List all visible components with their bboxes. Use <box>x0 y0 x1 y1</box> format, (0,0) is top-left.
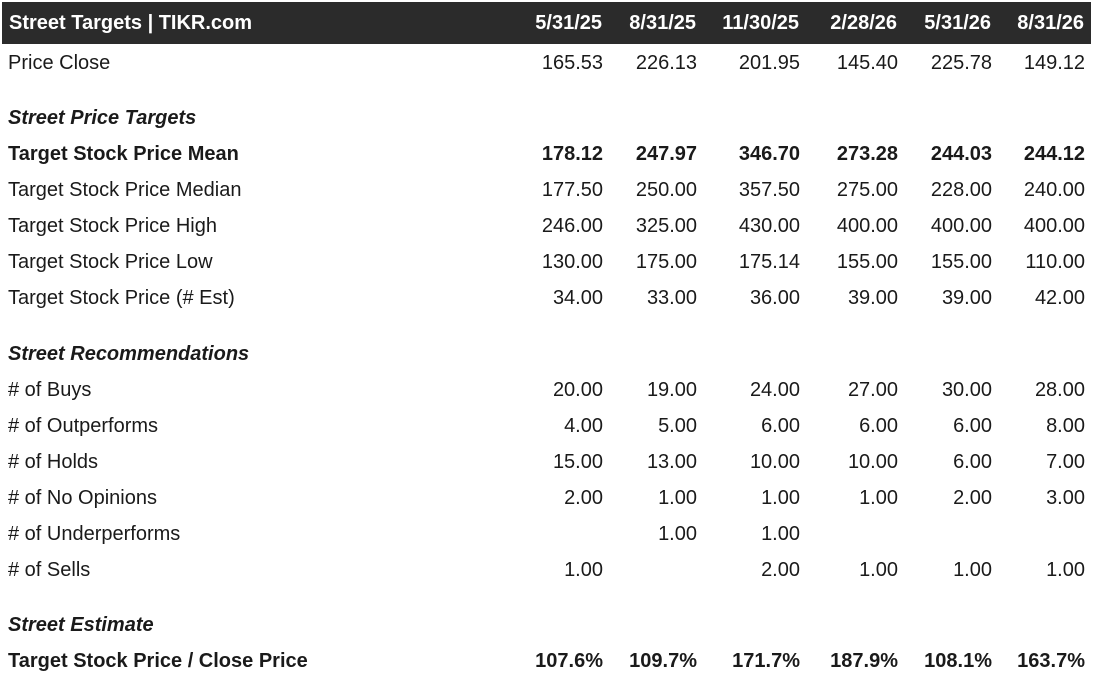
row-value: 39.00 <box>847 287 898 309</box>
row-value: 240.00 <box>1023 179 1085 201</box>
row-value: 34.00 <box>552 287 603 309</box>
row-value: 178.12 <box>541 143 603 165</box>
row-value: 108.1% <box>924 650 992 672</box>
table-title: Street Targets | TIKR.com <box>9 11 253 34</box>
period-header: 8/31/25 <box>629 12 696 34</box>
row-value: 430.00 <box>738 215 800 237</box>
section-title: Street Price Targets <box>8 107 197 129</box>
row-value: 325.00 <box>635 215 697 237</box>
row-value: 244.12 <box>1023 143 1085 165</box>
period-header: 5/31/26 <box>924 12 991 34</box>
row-value: 2.00 <box>761 559 800 581</box>
row-value: 19.00 <box>646 379 697 401</box>
period-header: 11/30/25 <box>722 12 799 34</box>
row-value: 107.6% <box>535 650 603 672</box>
table-header <box>2 2 1091 44</box>
row-label: # of Sells <box>8 559 91 581</box>
row-value: 110.00 <box>1025 251 1085 273</box>
row-value: 226.13 <box>635 52 697 74</box>
row-label: Target Stock Price High <box>8 215 217 237</box>
row-value: 6.00 <box>859 415 898 437</box>
section-title: Street Recommendations <box>8 343 250 365</box>
row-value: 225.78 <box>930 52 992 74</box>
section-title: Street Estimate <box>8 614 154 636</box>
row-label: Target Stock Price Low <box>8 251 213 273</box>
row-label: Target Stock Price / Close Price <box>8 650 308 672</box>
row-label: # of Outperforms <box>8 415 159 437</box>
row-value: 1.00 <box>953 559 992 581</box>
row-value: 10.00 <box>749 451 800 473</box>
table-row-target-high <box>0 208 1094 244</box>
table-row-price-close <box>0 45 1094 81</box>
row-value: 357.50 <box>738 179 800 201</box>
row-value: 7.00 <box>1046 451 1085 473</box>
row-value: 2.00 <box>953 487 992 509</box>
row-value: 10.00 <box>847 451 898 473</box>
row-label: Target Stock Price (# Est) <box>8 287 235 309</box>
table-row-target-low <box>0 244 1094 280</box>
row-value: 1.00 <box>859 487 898 509</box>
row-value: 6.00 <box>953 415 992 437</box>
row-value: 5.00 <box>658 415 697 437</box>
row-value: 275.00 <box>836 179 898 201</box>
row-label: Target Stock Price Mean <box>8 143 239 165</box>
row-value: 171.7% <box>732 650 800 672</box>
table-row-no-opinions <box>0 480 1094 516</box>
row-value: 1.00 <box>564 559 603 581</box>
row-label: # of Buys <box>8 379 92 401</box>
row-value: 175.14 <box>738 251 800 273</box>
row-value: 13.00 <box>646 451 697 473</box>
row-value: 39.00 <box>941 287 992 309</box>
row-value: 400.00 <box>930 215 992 237</box>
row-value: 8.00 <box>1046 415 1085 437</box>
section-heading-price-targets <box>0 100 1094 136</box>
row-value: 130.00 <box>541 251 603 273</box>
row-value: 33.00 <box>646 287 697 309</box>
row-value: 24.00 <box>749 379 800 401</box>
period-header: 8/31/26 <box>1017 12 1084 34</box>
row-value: 346.70 <box>738 143 800 165</box>
row-value: 1.00 <box>658 487 697 509</box>
row-value: 28.00 <box>1034 379 1085 401</box>
row-label: # of Holds <box>8 451 99 473</box>
table-row-target-median <box>0 172 1094 208</box>
row-value: 145.40 <box>836 52 898 74</box>
row-value: 250.00 <box>635 179 697 201</box>
row-value: 247.97 <box>635 143 697 165</box>
row-value: 400.00 <box>836 215 898 237</box>
table-row-sells <box>0 552 1094 588</box>
period-header: 2/28/26 <box>830 12 897 34</box>
period-header: 5/31/25 <box>535 12 602 34</box>
row-value: 163.7% <box>1017 650 1085 672</box>
row-value: 42.00 <box>1034 287 1085 309</box>
table-row-buys <box>0 372 1094 408</box>
table-row-outperforms <box>0 408 1094 444</box>
row-value: 244.03 <box>930 143 992 165</box>
row-value: 15.00 <box>552 451 603 473</box>
row-value: 155.00 <box>930 251 992 273</box>
row-label: Price Close <box>8 52 111 74</box>
row-value: 2.00 <box>564 487 603 509</box>
row-value: 36.00 <box>749 287 800 309</box>
row-value: 177.50 <box>541 179 603 201</box>
row-value: 165.53 <box>541 52 603 74</box>
row-value: 187.9% <box>830 650 898 672</box>
table-row-target-mean <box>0 136 1094 172</box>
row-value: 201.95 <box>738 52 800 74</box>
row-value: 6.00 <box>761 415 800 437</box>
row-value: 20.00 <box>552 379 603 401</box>
row-value: 155.00 <box>836 251 898 273</box>
table-row-underperforms <box>0 516 1094 552</box>
row-value: 1.00 <box>859 559 898 581</box>
section-heading-estimate <box>0 607 1094 643</box>
table-row-target-est <box>0 280 1094 316</box>
table-row-holds <box>0 444 1094 480</box>
row-value: 1.00 <box>1046 559 1085 581</box>
row-value: 175.00 <box>635 251 697 273</box>
row-label: Target Stock Price Median <box>8 179 242 201</box>
section-heading-recommendations <box>0 336 1094 372</box>
row-value: 1.00 <box>761 523 800 545</box>
row-value: 6.00 <box>953 451 992 473</box>
table-row-target-to-close <box>0 643 1094 679</box>
row-value: 109.7% <box>629 650 697 672</box>
row-value: 3.00 <box>1046 487 1085 509</box>
row-value: 4.00 <box>564 415 603 437</box>
row-value: 273.28 <box>836 143 898 165</box>
row-value: 1.00 <box>761 487 800 509</box>
row-value: 1.00 <box>658 523 697 545</box>
row-value: 400.00 <box>1023 215 1085 237</box>
row-value: 27.00 <box>847 379 898 401</box>
row-label: # of No Opinions <box>8 487 157 509</box>
row-value: 149.12 <box>1023 52 1085 74</box>
row-label: # of Underperforms <box>8 523 181 545</box>
row-value: 228.00 <box>930 179 992 201</box>
row-value: 246.00 <box>541 215 603 237</box>
row-value: 30.00 <box>941 379 992 401</box>
